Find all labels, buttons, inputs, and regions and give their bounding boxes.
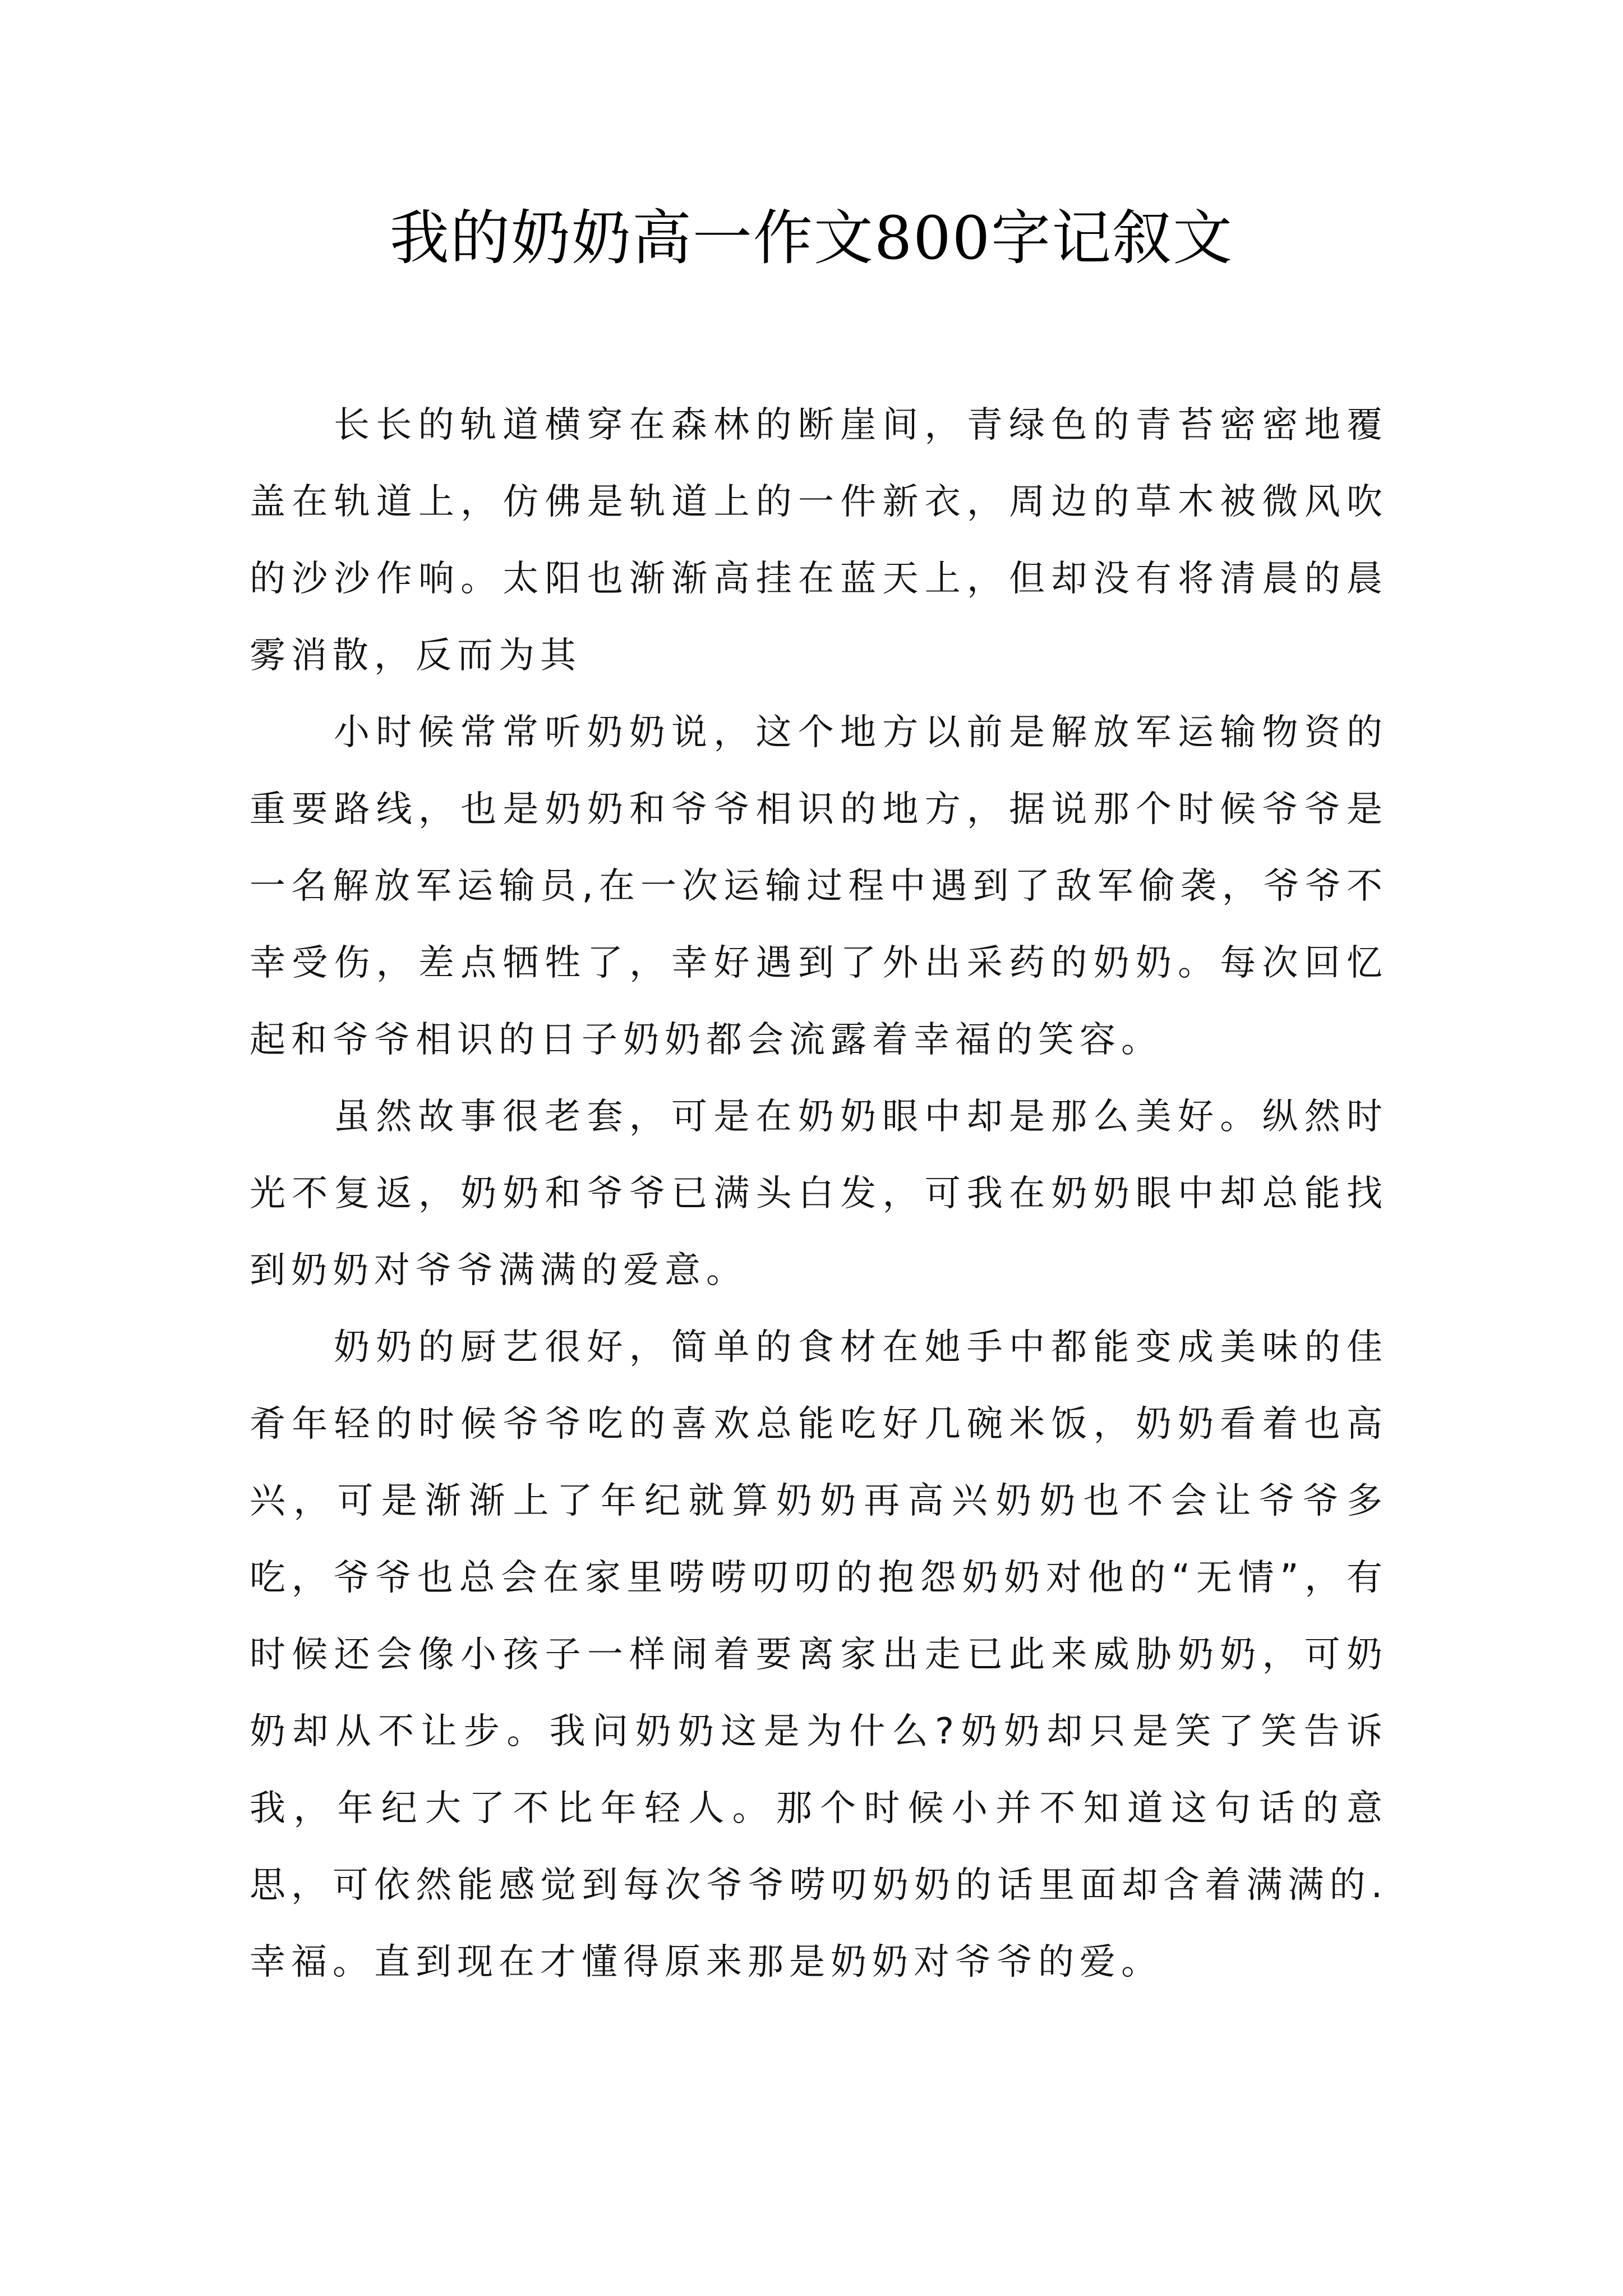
document-body xyxy=(250,387,1388,2001)
paragraph: 虽然故事很老套，可是在奶奶眼中却是那么美好。纵然时光不复返，奶奶和爷爷已满头白发，可我在奶奶眼中却总能找到奶奶对爷爷满满的爱意。 xyxy=(250,1096,1388,1291)
paragraph: 长长的轨道横穿在森林的断崖间，青绿色的青苔密密地覆盖在轨道上，仿佛是轨道上的一件新衣，周边的草木被微风吹的沙沙作响。太阳也渐渐高挂在蓝天上，但却没有将清晨的晨雾消散，反而为其 xyxy=(250,404,1388,677)
document-title: 我的奶奶高一作文800字记叙文 xyxy=(389,204,1234,273)
paragraph: 小时候常常听奶奶说，这个地方以前是解放军运输物资的重要路线，也是奶奶和爷爷相识的地方，据说那个时候爷爷是一名解放军运输员,在一次运输过程中遇到了敌军偷袭，爷爷不幸受伤，差点牺牲了，幸好遇到了外出采药的奶奶。每次回忆起和爷爷相识的日子奶奶都会流露着幸福的笑容。 xyxy=(250,712,1388,1061)
paragraph: 奶奶的厨艺很好，简单的食材在她手中都能变成美味的佳肴年轻的时候爷爷吃的喜欢总能吃好几碗米饭，奶奶看着也高兴，可是渐渐上了年纪就算奶奶再高兴奶奶也不会让爷爷多吃，爷爷也总会在家里唠唠叨叨的抱怨奶奶对他的“无情”，有时候还会像小孩子一样闹着要离家出走已此来威胁奶奶，可奶奶却从不让步。我问奶奶这是为什么?奶奶却只是笑了笑告诉我，年纪大了不比年轻人。那个时候小并不知道这句话的意思，可依然能感觉到每次爷爷唠叨奶奶的话里面却含着满满的.幸福。直到现在才懂得原来那是奶奶对爷爷的爱。 xyxy=(250,1327,1388,1983)
